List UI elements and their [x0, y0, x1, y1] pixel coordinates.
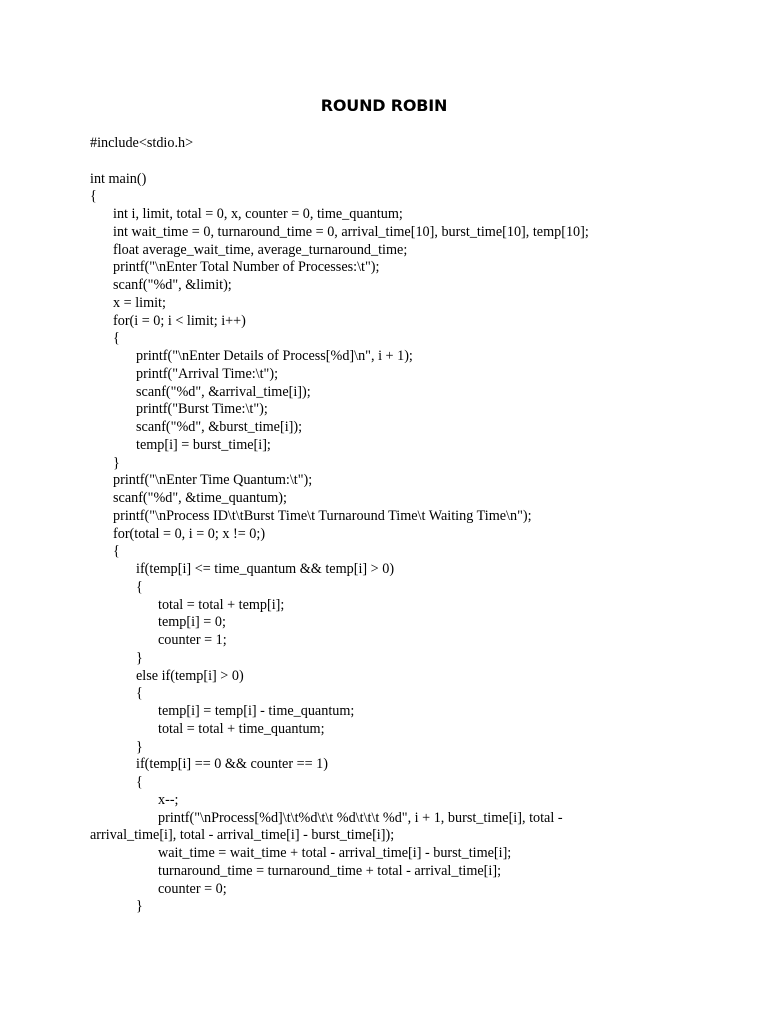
code-line: printf("\nProcess ID\t\tBurst Time\t Turnaround Time\t Waiting Time\n");	[113, 507, 532, 524]
code-line: temp[i] = 0;	[158, 614, 226, 631]
code-line: }	[136, 738, 143, 755]
code-line: x--;	[158, 791, 179, 808]
code-line: total = total + temp[i];	[158, 596, 285, 613]
code-line: counter = 0;	[158, 880, 227, 897]
code-line: scanf("%d", &time_quantum);	[113, 490, 287, 506]
code-line: x = limit;	[113, 294, 166, 311]
code-line	[90, 153, 700, 171]
code-line: printf("Arrival Time:\t");	[136, 365, 279, 382]
code-line: total = total + time_quantum;	[158, 720, 325, 737]
code-line: }	[113, 454, 120, 471]
code-line: {	[136, 774, 143, 790]
code-line: scanf("%d", &limit);	[113, 277, 232, 293]
code-line: scanf("%d", &burst_time[i]);	[136, 419, 303, 435]
code-line: {	[113, 543, 120, 560]
code-block	[90, 135, 700, 916]
code-line: temp[i] = burst_time[i];	[136, 436, 271, 453]
code-line: {	[136, 578, 143, 595]
code-line: if(temp[i] <= time_quantum && temp[i] > 0)	[136, 561, 395, 577]
code-line: {	[113, 330, 120, 347]
code-line: counter = 1;	[158, 632, 227, 648]
code-line: int i, limit, total = 0, x, counter = 0, time_quantum;	[113, 206, 403, 222]
code-line: wait_time = wait_time + total - arrival_time[i] - burst_time[i];	[158, 845, 512, 861]
code-line: for(i = 0; i < limit; i++)	[113, 312, 246, 329]
code-line: {	[136, 685, 143, 702]
code-line: printf("\nEnter Details of Process[%d]\n", i + 1);	[136, 348, 413, 364]
code-line: }	[136, 898, 143, 915]
code-line: printf("\nEnter Total Number of Processes:\t");	[113, 259, 380, 276]
code-line: }	[136, 649, 143, 666]
code-line: for(total = 0, i = 0; x != 0;)	[113, 525, 266, 542]
code-line: printf("\nEnter Time Quantum:\t");	[113, 472, 313, 489]
document-title: ROUND ROBIN	[320, 96, 448, 115]
code-line: if(temp[i] == 0 && counter == 1)	[136, 756, 328, 773]
code-line: turnaround_time = turnaround_time + total - arrival_time[i];	[158, 862, 502, 879]
code-line: printf("Burst Time:\t");	[136, 401, 268, 418]
code-line: scanf("%d", &arrival_time[i]);	[136, 383, 311, 400]
code-line: arrival_time[i], total - arrival_time[i] - burst_time[i]);	[90, 827, 395, 844]
code-line: #include<stdio.h>	[90, 135, 194, 151]
code-line: else if(temp[i] > 0)	[136, 667, 244, 684]
code-line: int main()	[90, 170, 147, 187]
code-line: printf("\nProcess[%d]\t\t%d\t\t %d\t\t\t %d", i + 1, burst_time[i], total -	[158, 809, 563, 826]
code-line: {	[90, 188, 97, 205]
code-line: temp[i] = temp[i] - time_quantum;	[158, 703, 355, 719]
code-line: float average_wait_time, average_turnaround_time;	[113, 241, 408, 258]
code-line: int wait_time = 0, turnaround_time = 0, arrival_time[10], burst_time[10], temp[10];	[113, 223, 589, 240]
